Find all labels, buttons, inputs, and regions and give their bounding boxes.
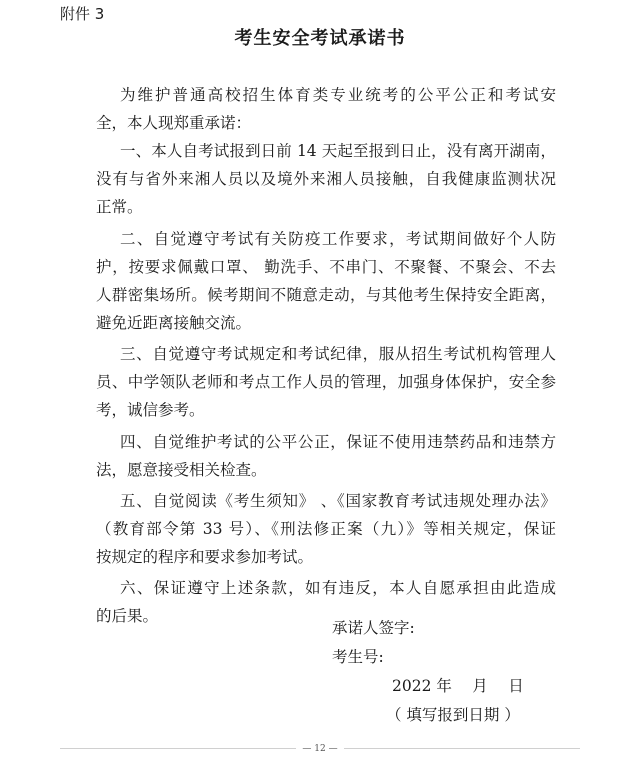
body-line: 三、自觉遵守考试规定和考试纪律，服从招生考试机构管理人 (120, 345, 556, 364)
exam-number-label: 考生号: (332, 648, 384, 666)
attachment-label: 附件 3 (60, 5, 105, 23)
body-line: 的后果。 (96, 607, 159, 626)
body-line: 五、自觉阅读《考生须知》 、《国家教育考试违规处理办法》 (120, 492, 556, 511)
body-line: 没有与省外来湘人员以及境外来湘人员接触，自我健康监测状况 (96, 169, 556, 188)
body-line: 二、自觉遵守考试有关防疫工作要求，考试期间做好个人防 (120, 230, 556, 249)
body-line: 一、本人自考试报到日前 14 天起至报到日止，没有离开湖南， (120, 142, 556, 160)
body-line: 护，按要求佩戴口罩、 勤洗手、不串门、不聚餐、不聚会、不去 (96, 258, 556, 277)
body-line: 考，诚信参考。 (96, 401, 205, 420)
body-line: 法，愿意接受相关检查。 (96, 460, 267, 479)
body-line: 为维护普通高校招生体育类专业统考的公平公正和考试安 (120, 86, 556, 105)
body-line: 四、自觉维护考试的公平公正，保证不使用违禁药品和违禁方 (120, 432, 556, 451)
date-line: 2022 年 月 日 (392, 677, 524, 695)
page-number (0, 744, 640, 754)
body-line: 按规定的程序和要求参加考试。 (96, 547, 314, 566)
document-title: 考生安全考试承诺书 (234, 28, 406, 49)
body-line: （教育部令第 33 号）、《刑法修正案（九）》等相关规定，保证 (96, 520, 556, 538)
signer-label: 承诺人签字: (332, 619, 415, 637)
body-line: 员、中学领队老师和考点工作人员的管理，加强身体保护，安全参 (96, 373, 556, 392)
body-line: 正常。 (96, 197, 143, 216)
body-line: 六、保证遵守上述条款，如有违反，本人自愿承担由此造成 (120, 579, 556, 598)
page-number-text: — 12 — (296, 744, 343, 754)
body-line: 全，本人现郑重承诺： (96, 114, 252, 133)
date-note: （ 填写报到日期 ） (386, 706, 520, 724)
body-line: 人群密集场所。候考期间不随意走动，与其他考生保持安全距离， (96, 286, 556, 304)
body-line: 避免近距离接触交流。 (96, 313, 252, 332)
